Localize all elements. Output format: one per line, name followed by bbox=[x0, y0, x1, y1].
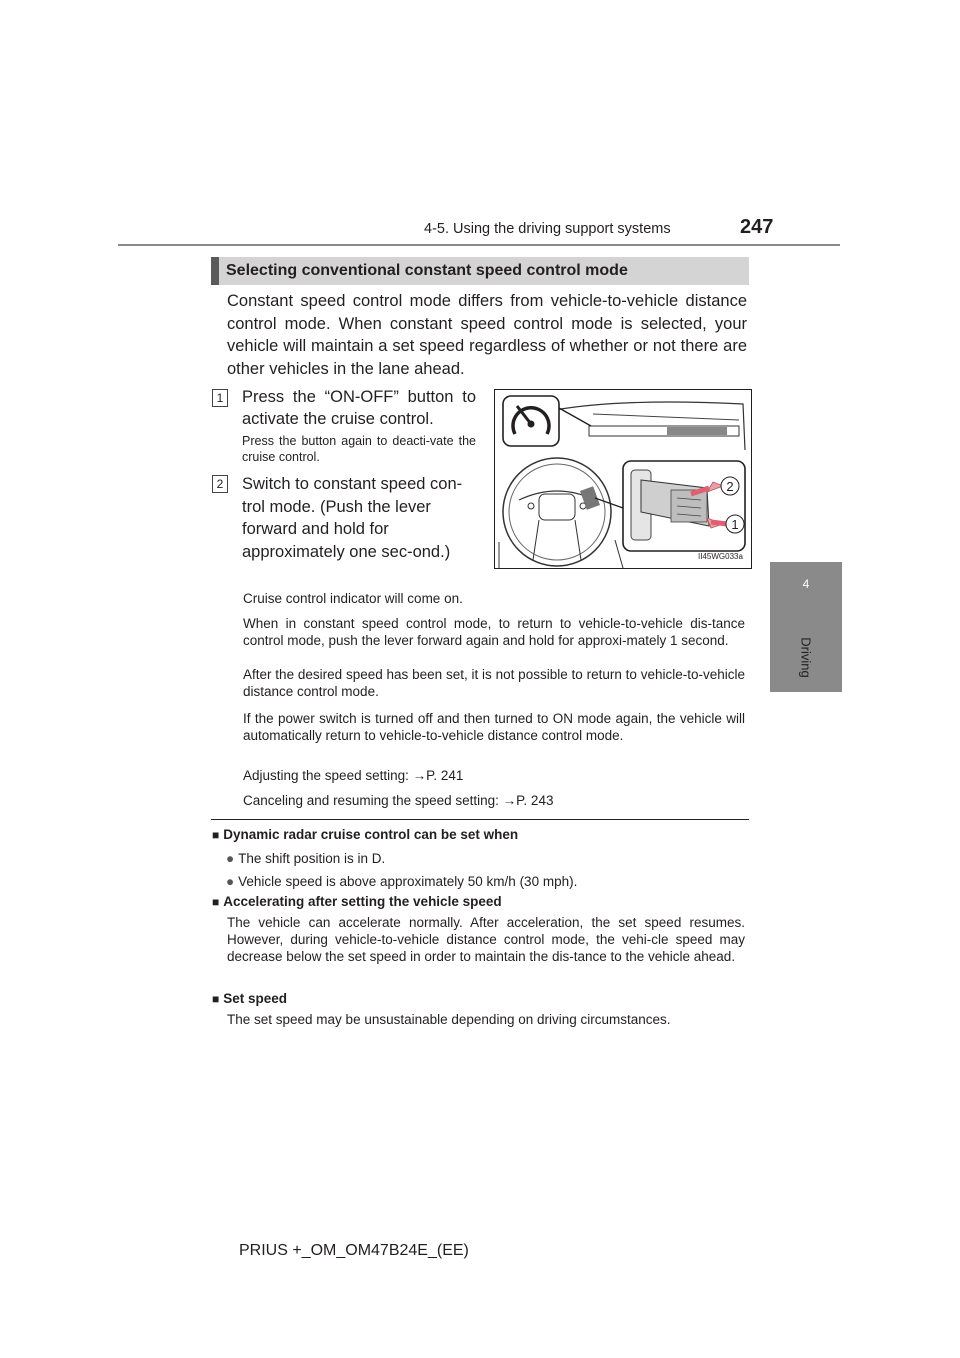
intro-paragraph: Constant speed control mode differs from vehicle-to-vehicle distance control mode. When constant speed control mode is selected, your vehicle will maintain a set speed regardless of whether or not there are other vehicles in the lane ahead. bbox=[227, 292, 747, 378]
info-text-3: The set speed may be unsustainable depending on driving circumstances. bbox=[227, 1012, 671, 1027]
step-2-number: 2 bbox=[212, 475, 228, 493]
note-6-cross-reference: Canceling and resuming the speed setting: →P. 243 bbox=[243, 793, 554, 808]
info-divider bbox=[211, 819, 749, 820]
info-heading-1: ■ Dynamic radar cruise control can be set when bbox=[212, 827, 519, 842]
step-1-number: 1 bbox=[212, 389, 228, 407]
header-section-title: 4-5. Using the driving support systems bbox=[424, 221, 671, 237]
step-1-text: Press the “ON-OFF” button to activate the cruise control. bbox=[242, 388, 476, 428]
dashboard-illustration bbox=[495, 390, 751, 568]
info-heading-3: ■ Set speed bbox=[212, 991, 288, 1006]
chapter-label: Driving bbox=[798, 637, 814, 678]
callout-1: 1 bbox=[731, 517, 739, 532]
info-text-2: The vehicle can accelerate normally. After acceleration, the set speed resumes. However, during vehicle-to-vehicle distance control mode, the vehi-cle speed may decrease below the set speed in order to maintain the dis-tance to the vehicle ahead. bbox=[227, 915, 745, 964]
footer-doc-code: PRIUS +_OM_OM47B24E_(EE) bbox=[239, 1242, 469, 1259]
page-number: 247 bbox=[740, 216, 774, 238]
figure-code: II45WG033a bbox=[698, 552, 743, 561]
info-heading-2: ■ Accelerating after setting the vehicle speed bbox=[212, 894, 502, 909]
section-heading: Selecting conventional constant speed control mode bbox=[226, 262, 628, 279]
note-3: After the desired speed has been set, it is not possible to return to vehicle-to-vehicle distance control mode. bbox=[243, 667, 745, 699]
section-heading-accent bbox=[211, 257, 219, 285]
info-bullet-2: ● Vehicle speed is above approximately 50 km/h (30 mph). bbox=[226, 874, 578, 889]
step-2-text: Switch to constant speed con-trol mode. (Push the lever forward and hold for approximately one sec-ond.) bbox=[242, 475, 463, 561]
note-5-cross-reference: Adjusting the speed setting: →P. 241 bbox=[243, 768, 464, 783]
chapter-number: 4 bbox=[802, 577, 810, 591]
note-2: When in constant speed control mode, to return to vehicle-to-vehicle dis-tance control mode, push the lever forward again and hold for approxi-mately 1 second. bbox=[243, 616, 745, 648]
info-bullet-1: ● The shift position is in D. bbox=[226, 851, 386, 866]
callout-2: 2 bbox=[726, 479, 734, 494]
cruise-control-figure bbox=[494, 389, 752, 569]
step-1-note: Press the button again to deacti-vate the cruise control. bbox=[242, 434, 476, 464]
note-1: Cruise control indicator will come on. bbox=[243, 591, 463, 606]
header-divider bbox=[118, 244, 840, 246]
note-4: If the power switch is turned off and then turned to ON mode again, the vehicle will automatically return to vehicle-to-vehicle distance control mode. bbox=[243, 711, 745, 743]
